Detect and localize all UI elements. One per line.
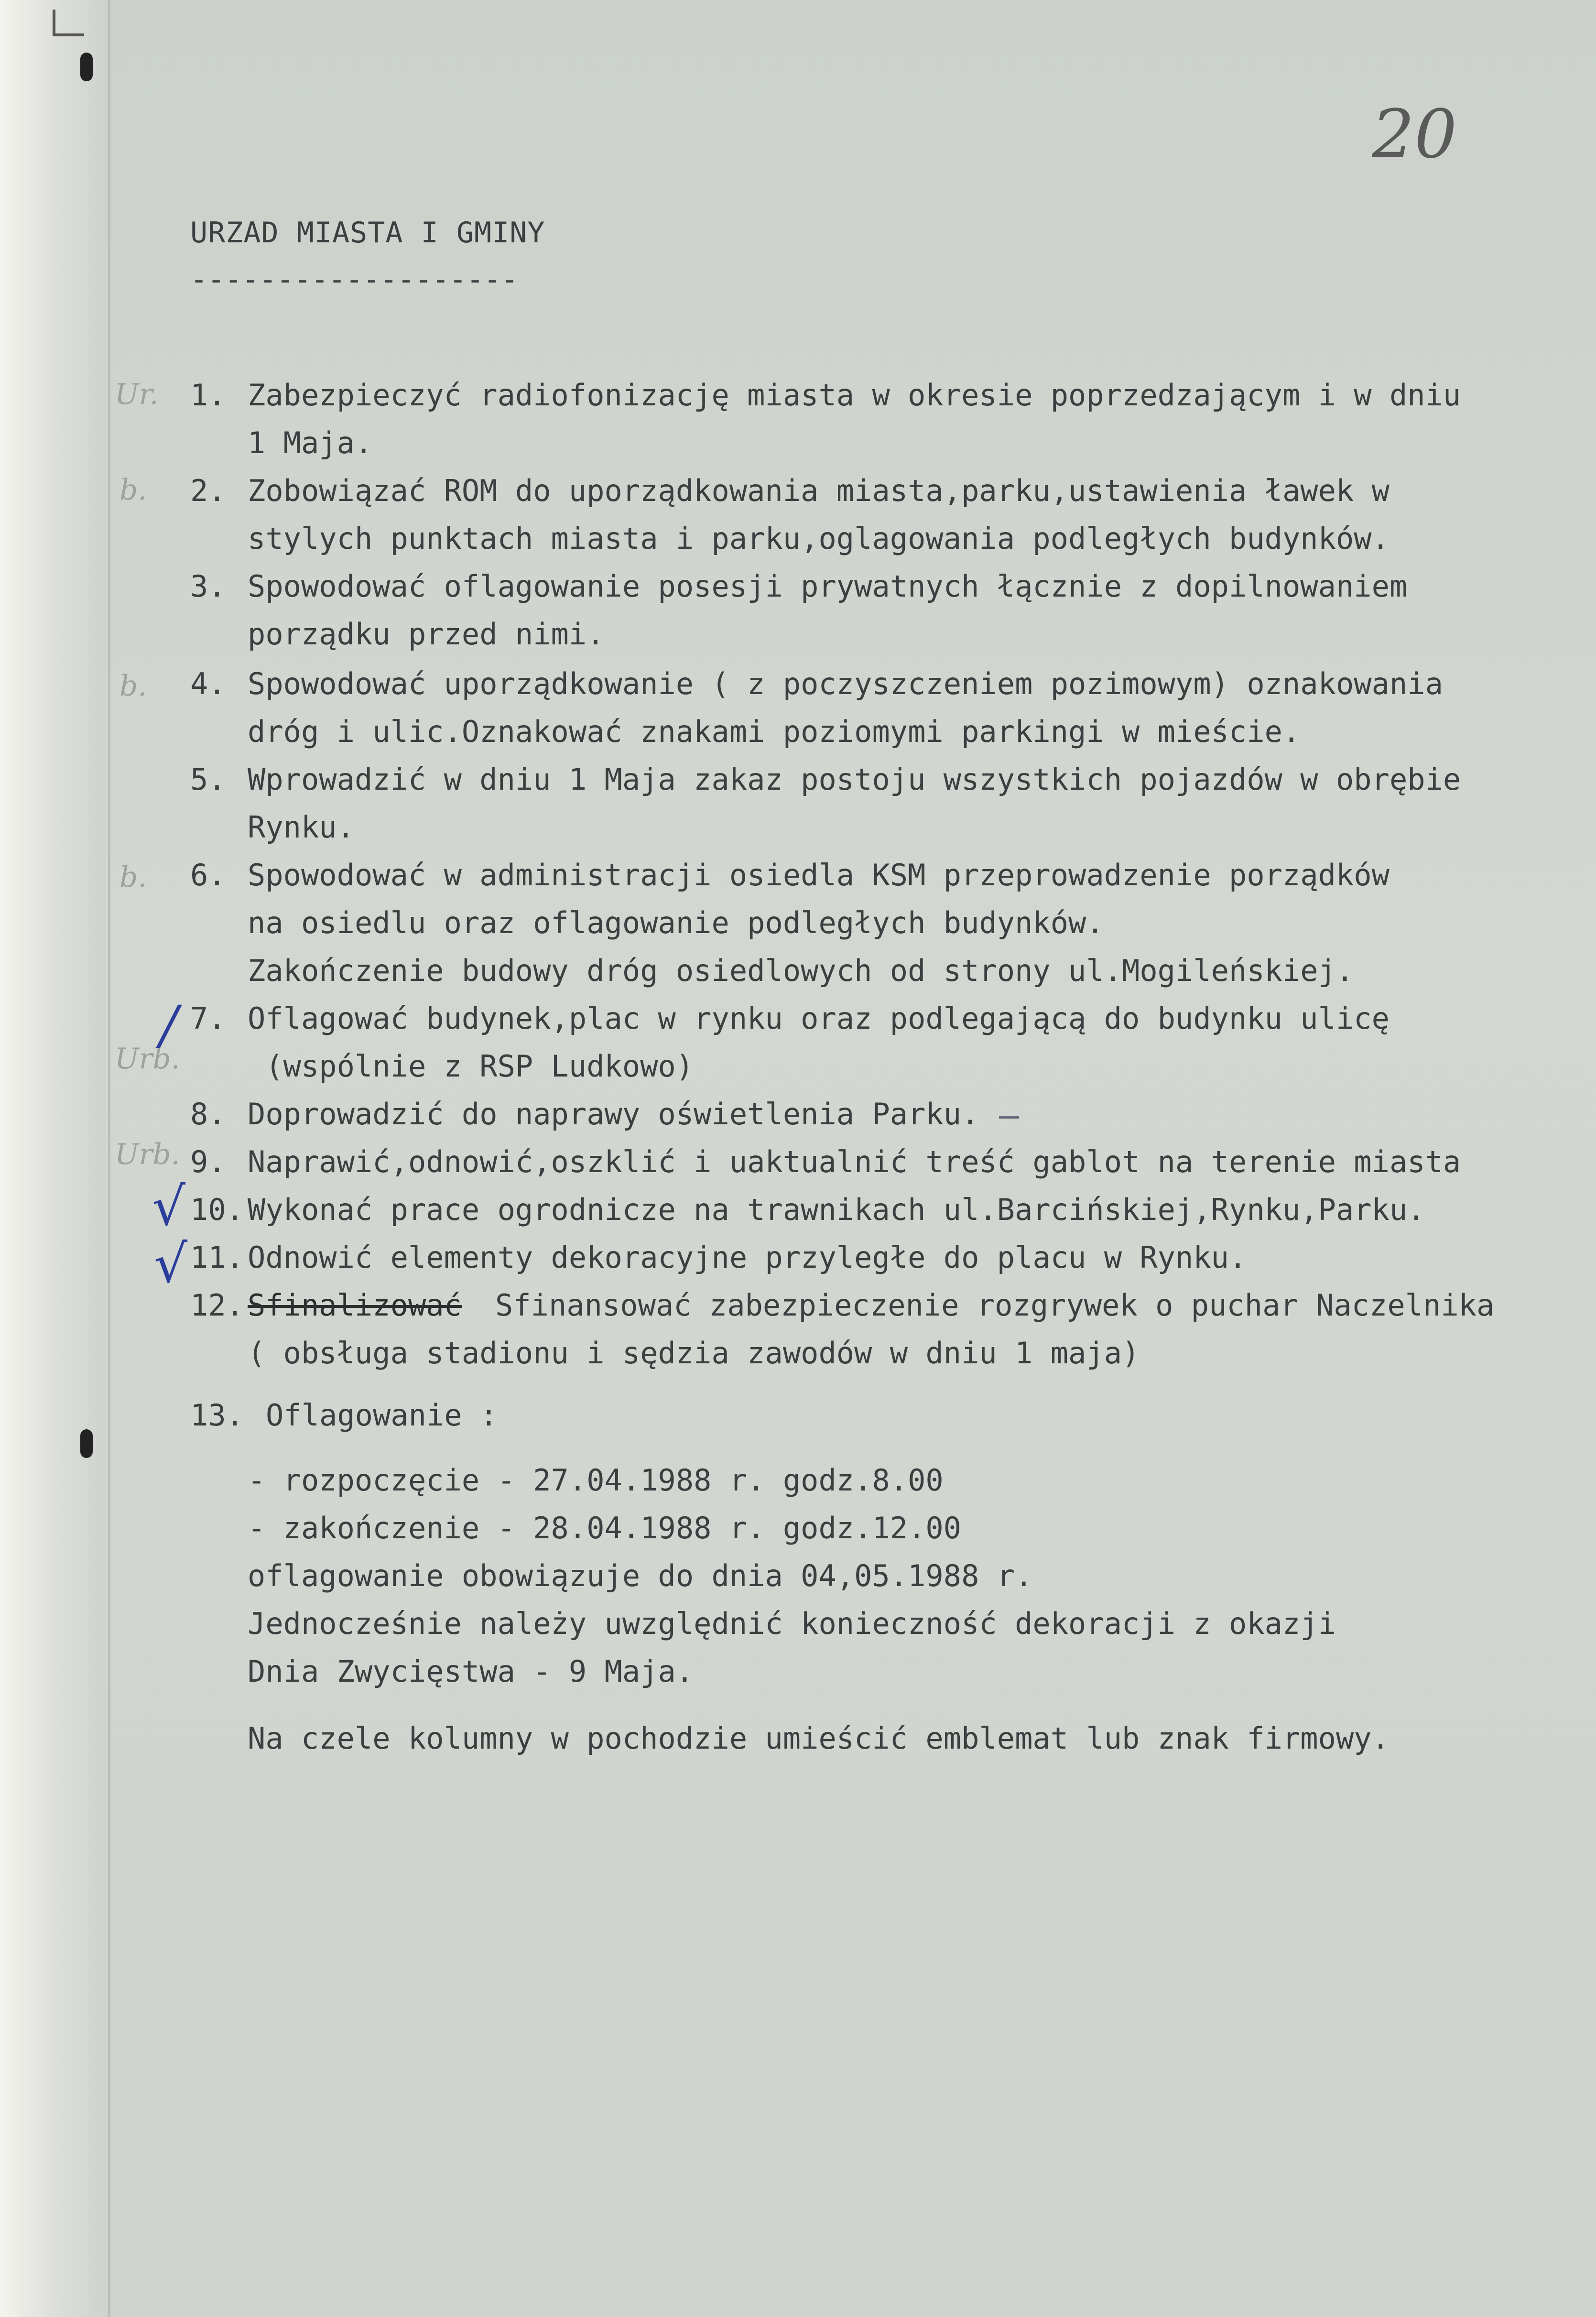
struck-out-word: Sfinalizować xyxy=(248,1288,462,1323)
margin-note: Ur. xyxy=(115,378,159,411)
closing-line: Na czele kolumny w pochodzie umieścić emblemat lub znak firmowy. xyxy=(248,1721,1390,1756)
pen-dash-mark: – xyxy=(999,1096,1020,1135)
flagging-line: Dnia Zwycięstwa - 9 Maja. xyxy=(248,1654,694,1689)
item-number: 9. xyxy=(190,1144,226,1179)
item-text: Zabezpieczyć radiofonizację miasta w okresie poprzedzającym i w dniu xyxy=(248,378,1461,413)
item-number: 7. xyxy=(190,1001,226,1036)
punch-hole xyxy=(80,1429,93,1458)
paper-edge xyxy=(0,0,105,2317)
item-number: 12. xyxy=(190,1288,244,1323)
item-text: Zobowiązać ROM do uporządkowania miasta,parku,ustawienia ławek w xyxy=(248,473,1390,508)
item-number: 8. xyxy=(190,1097,226,1131)
item-number: 13. xyxy=(190,1398,244,1433)
heading-underline: ------------------- xyxy=(190,263,519,296)
item-text: Spowodować uporządkowanie ( z poczyszczeniem pozimowym) oznakowania xyxy=(248,666,1443,701)
item-text: Oflagować budynek,plac w rynku oraz podlegającą do budynku ulicę xyxy=(248,1001,1390,1036)
item-number: 1. xyxy=(190,378,226,413)
item-text: Spowodować w administracji osiedla KSM przeprowadzenie porządków xyxy=(248,858,1390,892)
item-text: stylych punktach miasta i parku,oglagowania podległych budynków. xyxy=(248,521,1390,556)
flagging-line: oflagowanie obowiązuje do dnia 04,05.1988 r. xyxy=(248,1558,1033,1593)
margin-note: Urb. xyxy=(115,1042,180,1076)
item-text: Odnowić elementy dekoracyjne przyległe do placu w Rynku. xyxy=(248,1240,1247,1275)
fold-line xyxy=(108,0,110,2317)
document-heading: URZAD MIASTA I GMINY xyxy=(190,216,545,250)
check-mark-icon: √ xyxy=(152,1176,186,1237)
item-text: Doprowadzić do naprawy oświetlenia Parku. xyxy=(248,1097,979,1131)
flagging-line: Jednocześnie należy uwzględnić konieczność dekoracji z okazji xyxy=(248,1606,1336,1641)
item-text: porządku przed nimi. xyxy=(248,617,605,652)
punch-hole xyxy=(80,53,93,81)
item-text: Wprowadzić w dniu 1 Maja zakaz postoju wszystkich pojazdów w obrębie xyxy=(248,762,1461,797)
item-text: (wspólnie z RSP Ludkowo) xyxy=(248,1049,694,1084)
item-number: 5. xyxy=(190,762,226,797)
item-text: 1 Maja. xyxy=(248,425,373,460)
item-number: 10. xyxy=(190,1192,244,1227)
margin-note: Urb. xyxy=(115,1138,180,1171)
item-text: Wykonać prace ogrodnicze na trawnikach ul.Barcińskiej,Rynku,Parku. xyxy=(248,1192,1425,1227)
item-text: Zakończenie budowy dróg osiedlowych od strony ul.Mogileńskiej. xyxy=(248,953,1354,988)
page-number: 20 xyxy=(1372,96,1457,174)
item-text: Naprawić,odnowić,oszklić i uaktualnić treść gablot na terenie miasta xyxy=(248,1144,1461,1179)
flagging-line: - zakończenie - 28.04.1988 r. godz.12.00 xyxy=(248,1511,962,1545)
check-mark-icon: / xyxy=(160,994,178,1055)
item-text: Sfinansować zabezpieczenie rozgrywek o puchar Naczelnika xyxy=(495,1288,1495,1323)
item-number: 6. xyxy=(190,858,226,892)
item-text: Spowodować oflagowanie posesji prywatnych łącznie z dopilnowaniem xyxy=(248,569,1408,604)
item-number: 3. xyxy=(190,569,226,604)
item-number: 2. xyxy=(190,473,226,508)
margin-note: b. xyxy=(119,860,147,894)
item-text: Oflagowanie : xyxy=(266,1398,498,1433)
flagging-line: - rozpoczęcie - 27.04.1988 r. godz.8.00 xyxy=(248,1463,944,1498)
item-text: dróg i ulic.Oznakować znakami poziomymi parkingi w mieście. xyxy=(248,714,1301,749)
margin-note: b. xyxy=(119,669,147,703)
item-number: 4. xyxy=(190,666,226,701)
staple-mark xyxy=(53,10,84,36)
item-text: na osiedlu oraz oflagowanie podległych budynków. xyxy=(248,905,1104,940)
item-number: 11. xyxy=(190,1240,244,1275)
check-mark-icon: √ xyxy=(154,1233,188,1294)
item-text: ( obsługa stadionu i sędzia zawodów w dniu 1 maja) xyxy=(248,1336,1140,1371)
margin-note: b. xyxy=(119,473,147,507)
item-text: Rynku. xyxy=(248,810,355,845)
